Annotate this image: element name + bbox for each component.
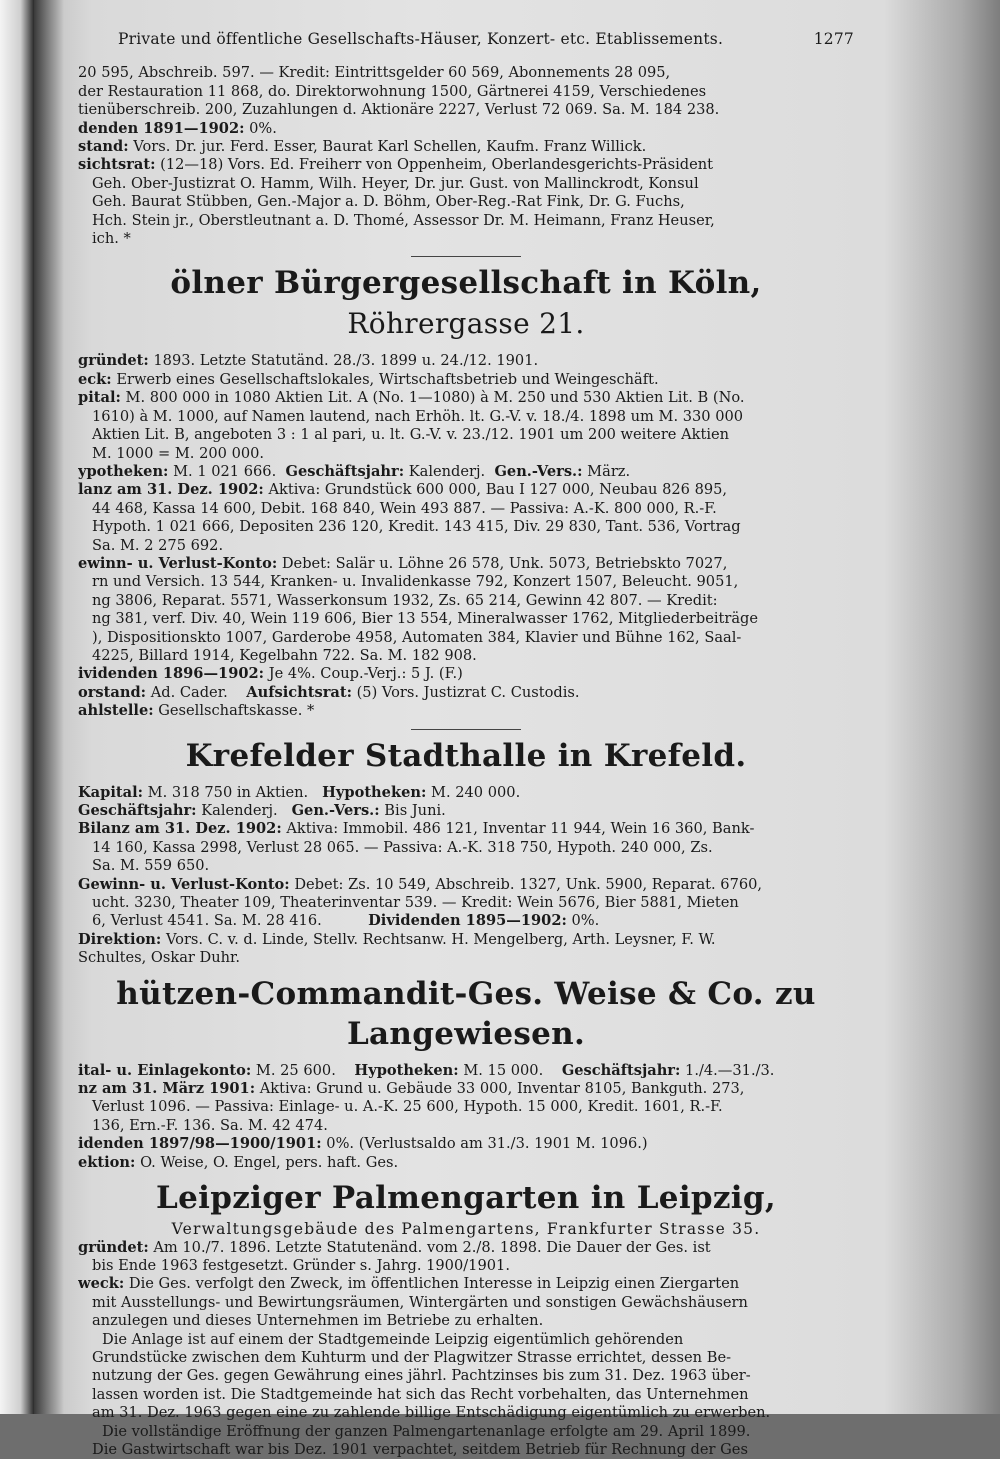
field-label: ektion: <box>78 1153 136 1171</box>
bilanz-line <box>78 481 854 499</box>
field-value: 6, Verlust 4541. Sa. M. 28 416. <box>92 912 322 930</box>
field-label: Hypotheken: <box>322 783 427 801</box>
direktion-line <box>78 931 854 949</box>
field-label: pital: <box>78 389 121 407</box>
field-value: Die Ges. verfolgt den Zweck, im öffentlichen Interesse in Leipzig einen Ziergarten <box>128 1275 740 1293</box>
text-line: anzulegen und dieses Unternehmen im Betriebe zu erhalten. <box>92 1312 544 1330</box>
text-line: ucht. 3230, Theater 109, Theaterinventar 539. — Kredit: Wein 5676, Bier 5881, Mieten <box>92 894 739 912</box>
text-line: nutzung der Ges. gegen Gewährung eines jährl. Pachtzinses bis zum 31. Dez. 1963 über- <box>92 1367 751 1385</box>
field-label: Direktion: <box>78 930 162 948</box>
facing-page-edge <box>0 0 34 1414</box>
dividenden-line <box>78 1135 854 1153</box>
text-line: Die Gastwirtschaft war bis Dez. 1901 verpachtet, seitdem Betrieb für Rechnung der Ges <box>92 1440 748 1458</box>
field-value: M. 1 021 666. <box>173 462 277 480</box>
bilanz-line <box>78 820 854 838</box>
kapital-line <box>78 389 854 407</box>
field-label: Geschäftsjahr: <box>285 462 405 480</box>
field-label: Gewinn- u. Verlust-Konto: <box>78 875 290 893</box>
field-label: Aufsichtsrat: <box>246 683 352 701</box>
field-value: Je 4%. Coup.-Verj.: 5 J. (F.) <box>268 665 463 683</box>
field-label: Geschäftsjahr: <box>78 802 197 819</box>
field-label: orstand: <box>78 683 147 701</box>
dividenden-line <box>78 120 854 138</box>
guv-line <box>78 876 854 894</box>
hypotheken-line <box>78 463 854 481</box>
field-value: M. 240 000. <box>431 783 521 801</box>
field-value: 0%. <box>249 119 277 137</box>
text-line: ich. * <box>92 230 131 248</box>
field-value: M. 15 000. <box>463 1061 544 1079</box>
text-line: ng 381, verf. Div. 40, Wein 119 606, Bier 13 554, Mineralwasser 1762, Mitgliederbeiträge <box>92 610 759 628</box>
dividenden-line <box>78 665 854 683</box>
text-line: 20 595, Abschreib. 597. — Kredit: Eintrittsgelder 60 569, Abonnements 28 095, <box>78 64 671 82</box>
page-number: 1277 <box>813 30 854 48</box>
field-value: Vors. C. v. d. Linde, Stellv. Rechtsanw. H. Mengelberg, Arth. Leysner, F. W. <box>165 930 716 948</box>
text-line: Sa. M. 2 275 692. <box>92 536 224 554</box>
text-line: Hypoth. 1 021 666, Depositen 236 120, Kredit. 143 415, Div. 29 830, Tant. 536, Vortrag <box>92 518 741 536</box>
running-header <box>118 30 854 48</box>
text-line: 14 160, Kassa 2998, Verlust 28 065. — Passiva: A.-K. 318 750, Hypoth. 240 000, Zs. <box>92 838 713 856</box>
field-value: Debet: Zs. 10 549, Abschreib. 1327, Unk. 5900, Reparat. 6760, <box>294 875 763 893</box>
text-line: Die Anlage ist auf einem der Stadtgemeinde Leipzig eigentümlich gehörenden <box>102 1330 684 1348</box>
field-label: ital- u. Einlagekonto: <box>78 1061 252 1079</box>
text-line: bis Ende 1963 festgesetzt. Gründer s. Jahrg. 1900/1901. <box>92 1256 510 1274</box>
field-value: M. 318 750 in Aktien. <box>147 783 309 801</box>
entry-krefelder-stadthalle <box>78 736 854 968</box>
text-line: der Restauration 11 868, do. Direktorwohnung 1500, Gärtnerei 4159, Verschiedenes <box>78 82 707 100</box>
book-spine-shadow <box>34 0 64 1414</box>
field-value: Erwerb eines Gesellschaftslokales, Wirtschaftsbetrieb und Weingeschäft. <box>116 370 659 388</box>
separator-rule <box>411 256 521 257</box>
entry-title-name: ölner Bürgergesellschaft in Köln, <box>170 265 762 302</box>
field-label: denden 1891—1902: <box>78 119 245 137</box>
field-value: Kalenderj. <box>408 462 486 480</box>
field-value: (5) Vors. Justizrat C. Custodis. <box>356 683 580 701</box>
entry-title <box>78 263 854 344</box>
zweck-line <box>78 371 854 389</box>
field-value: Am 10./7. 1896. Letzte Statutenänd. vom 2./8. 1898. Die Dauer der Ges. ist <box>153 1238 711 1256</box>
kapital-line <box>78 784 854 802</box>
entry-title: Krefelder Stadthalle in Krefeld. <box>185 737 747 774</box>
field-value: 0%. (Verlustsaldo am 31./3. 1901 M. 1096.) <box>326 1135 648 1153</box>
field-value: Debet: Salär u. Löhne 26 578, Unk. 5073, Betriebskto 7027, <box>281 554 728 572</box>
zweck-line <box>78 1275 854 1293</box>
gegruendet-line <box>78 352 854 370</box>
text-line: tienüberschreib. 200, Zuzahlungen d. Aktionäre 2227, Verlust 72 069. Sa. M. 184 238. <box>78 101 720 119</box>
text-line: Geh. Baurat Stübben, Gen.-Major a. D. Böhm, Ober-Reg.-Rat Fink, Dr. G. Fuchs, <box>92 193 685 211</box>
entry-leipziger-palmengarten <box>78 1178 854 1459</box>
text-line: lassen worden ist. Die Stadtgemeinde hat sich das Recht vorbehalten, das Unternehmen <box>92 1385 749 1403</box>
bilanz-line <box>78 1080 854 1098</box>
kapital-line <box>78 1062 854 1080</box>
field-value: (12—18) Vors. Ed. Freiherr von Oppenheim, Oberlandesgerichts-Präsident <box>160 156 714 174</box>
field-label: ividenden 1896—1902: <box>78 665 265 683</box>
text-line: rn und Versich. 13 544, Kranken- u. Invalidenkasse 792, Konzert 1507, Beleucht. 9051, <box>92 573 739 591</box>
text-line: 44 468, Kassa 14 600, Debit. 168 840, Wein 493 887. — Passiva: A.-K. 800 000, R.-F. <box>92 499 717 517</box>
text-line: mit Ausstellungs- und Bewirtungsräumen, Wintergärten und sonstigen Gewächshäusern <box>92 1293 748 1311</box>
field-value: Aktiva: Grundstück 600 000, Bau I 127 000, Neubau 826 895, <box>268 481 728 499</box>
direktion-line <box>78 1154 854 1172</box>
field-label: gründet: <box>78 1238 149 1256</box>
text-line: Die vollständige Eröffnung der ganzen Palmengartenanlage erfolgte am 29. April 1899. <box>102 1422 751 1440</box>
text-line: Aktien Lit. B, angeboten 3 : 1 al pari, u. lt. G.-V. v. 23./12. 1901 um 200 weitere Aktien <box>92 426 730 444</box>
text-line: Grundstücke zwischen dem Kuhturm und der Plagwitzer Strasse errichtet, dessen Be- <box>92 1348 732 1366</box>
aufsichtsrat-line <box>78 156 854 174</box>
field-value: 1./4.—31./3. <box>685 1061 775 1079</box>
entry-title: Leipziger Palmengarten in Leipzig, <box>156 1180 776 1217</box>
text-line: M. 1000 = M. 200 000. <box>92 444 265 462</box>
field-value: 0%. <box>571 912 600 930</box>
separator-rule <box>411 729 521 730</box>
vorstand-line <box>78 138 854 156</box>
field-label: idenden 1897/98—1900/1901: <box>78 1135 322 1153</box>
entry-title-location: Röhrergasse 21. <box>347 307 585 341</box>
vorstand-line <box>78 684 854 702</box>
entry-koelner-buergergesellschaft <box>78 263 854 720</box>
field-value: Bis Juni. <box>384 802 446 819</box>
field-label: eck: <box>78 370 112 388</box>
field-value: M. 800 000 in 1080 Aktien Lit. A (No. 1—1080) à M. 250 und 530 Aktien Lit. B (No. <box>125 389 745 407</box>
text-line: 1610) à M. 1000, auf Namen lautend, nach Erhöh. lt. G.-V. v. 18./4. 1898 um M. 330 000 <box>92 407 744 425</box>
text-line: 136, Ern.-F. 136. Sa. M. 42 474. <box>92 1116 328 1134</box>
entry-schuetzen-commandit <box>78 974 854 1172</box>
text-line: Geh. Ober-Justizrat O. Hamm, Wilh. Heyer, Dr. jur. Gust. von Mallinckrodt, Konsul <box>92 174 699 192</box>
field-label: ewinn- u. Verlust-Konto: <box>78 554 278 572</box>
field-label: Hypotheken: <box>354 1061 459 1079</box>
field-value: Gesellschaftskasse. * <box>158 702 315 720</box>
field-value: 1893. Letzte Statutänd. 28./3. 1899 u. 24./12. 1901. <box>153 352 539 370</box>
page-content <box>78 30 854 1459</box>
field-label: ypotheken: <box>78 462 169 480</box>
guv-line <box>78 555 854 573</box>
text-line: Verlust 1096. — Passiva: Einlage- u. A.-K. 25 600, Hypoth. 15 000, Kredit. 1601, R.-F. <box>92 1098 723 1116</box>
field-label: weck: <box>78 1275 125 1293</box>
text-line: am 31. Dez. 1963 gegen eine zu zahlende billige Entschädigung eigentümlich zu erwerben. <box>92 1404 771 1422</box>
text-line: Hch. Stein jr., Oberstleutnant a. D. Thomé, Assessor Dr. M. Heimann, Franz Heuser, <box>92 211 715 229</box>
field-value: Ad. Cader. <box>150 683 228 701</box>
guv-dividenden-line <box>78 912 854 930</box>
running-title: Private und öffentliche Gesellschafts-Häuser, Konzert- etc. Etablissements. <box>118 30 724 48</box>
field-label: Gen.-Vers.: <box>494 462 583 480</box>
field-label: gründet: <box>78 352 149 370</box>
text-line: 4225, Billard 1914, Kegelbahn 722. Sa. M. 182 908. <box>92 646 477 664</box>
field-label: Bilanz am 31. Dez. 1902: <box>78 820 282 838</box>
field-value: Aktiva: Grund u. Gebäude 33 000, Inventar 8105, Bankguth. 273, <box>259 1080 745 1098</box>
field-value: O. Weise, O. Engel, pers. haft. Ges. <box>140 1153 399 1171</box>
field-label: lanz am 31. Dez. 1902: <box>78 481 264 499</box>
text-line: ng 3806, Reparat. 5571, Wasserkonsum 1932, Zs. 65 214, Gewinn 42 807. — Kredit: <box>92 591 718 609</box>
field-label: sichtsrat: <box>78 156 156 174</box>
field-label: ahlstelle: <box>78 702 154 720</box>
text-line: Sa. M. 559 650. <box>92 857 210 875</box>
field-value: M. 25 600. <box>255 1061 336 1079</box>
field-value: März. <box>587 462 631 480</box>
geschaeftsjahr-line <box>78 802 854 820</box>
entry-title: hützen-Commandit-Ges. Weise & Co. zu Langewiesen. <box>116 975 816 1052</box>
field-value: Vors. Dr. jur. Ferd. Esser, Baurat Karl Schellen, Kaufm. Franz Willick. <box>133 138 647 156</box>
field-label: Geschäftsjahr: <box>561 1061 681 1079</box>
field-label: Dividenden 1895—1902: <box>368 912 567 930</box>
zahlstelle-line <box>78 702 854 720</box>
field-value: Kalenderj. <box>201 802 278 819</box>
field-label: nz am 31. März 1901: <box>78 1080 256 1098</box>
entry-continued <box>78 64 854 248</box>
field-label: Gen.-Vers.: <box>291 802 380 819</box>
field-label: Kapital: <box>78 783 144 801</box>
text-line: Schultes, Oskar Duhr. <box>78 949 241 967</box>
text-line: ), Dispositionskto 1007, Garderobe 4958, Automaten 384, Klavier und Bühne 162, Saal- <box>92 628 742 646</box>
entry-subtitle: Verwaltungsgebäude des Palmengartens, Frankfurter Strasse 35. <box>171 1220 761 1239</box>
field-value: Aktiva: Immobil. 486 121, Inventar 11 944, Wein 16 360, Bank- <box>286 820 755 838</box>
gegruendet-line <box>78 1239 854 1257</box>
field-label: stand: <box>78 138 129 156</box>
